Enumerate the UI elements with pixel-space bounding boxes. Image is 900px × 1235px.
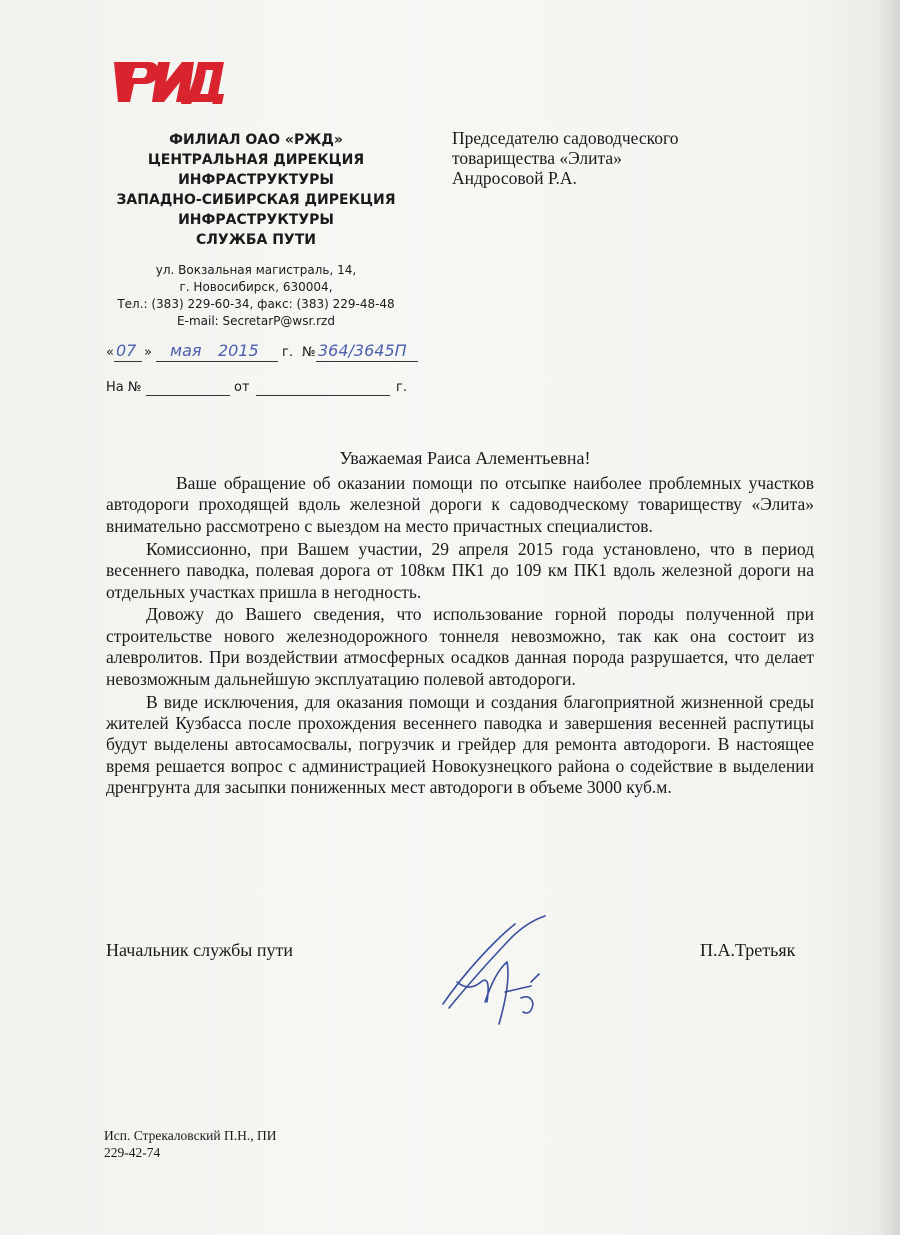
address-line: г. Новосибирск, 630004,	[179, 280, 333, 294]
letterhead	[96, 130, 416, 250]
address-line: E-mail: SecretarP@wsr.rzd	[177, 314, 335, 328]
sender-address	[96, 262, 416, 330]
reference-line	[106, 378, 436, 398]
scan-shadow-edge	[878, 0, 900, 1235]
body-paragraph: Ваше обращение об оказании помощи по отсыпке наиболее проблемных участков автодороги проходящей вдоль железной дороги к садоводческому товариществу «Элита» внимательно рассмотрено с выездом на место причастных специалистов.	[106, 473, 814, 536]
signer-name: П.А.Третьяк	[700, 940, 796, 960]
date-month: мая	[170, 341, 202, 360]
date-year: 2015	[218, 341, 259, 360]
date-close-quote: »	[144, 345, 152, 360]
executor-name: Исп. Стрекаловский П.Н., ПИ	[104, 1128, 277, 1143]
signer-title: Начальник службы пути	[106, 940, 293, 960]
ref-from: от	[234, 380, 250, 395]
letter-body	[106, 473, 814, 800]
recipient-line: Андросовой Р.А.	[452, 168, 577, 188]
ref-prefix: На №	[106, 380, 142, 395]
recipient-line: товарищества «Элита»	[452, 148, 622, 168]
date-open-quote: «	[106, 345, 114, 360]
letterhead-line: ИНФРАСТРУКТУРЫ	[178, 172, 334, 188]
letterhead-line: ИНФРАСТРУКТУРЫ	[178, 212, 334, 228]
body-paragraph: В виде исключения, для оказания помощи и создания благоприятной жизненной среды жителей Кузбасса после прохождения весеннего паводка и завершения весенней распутицы будут выделены автосамосвалы, погрузчик и грейдер для ремонта автодороги. В настоящее время решается вопрос с администрацией Новокузнецкого района о содействие в выделении дренгрунта для засыпки пониженных мест автодороги в объеме 3000 куб.м.	[106, 691, 814, 798]
recipient-line: Председателю садоводческого	[452, 128, 679, 148]
address-line: ул. Вокзальная магистраль, 14,	[155, 263, 357, 277]
executor-phone: 229-42-74	[104, 1145, 161, 1160]
body-paragraph: Комиссионно, при Вашем участии, 29 апреля 2015 года установлено, что в период весеннего паводка, полевая дорога от 108км ПК1 до 109 км ПК1 вдоль железной дороги на отдельных участках пришла в негодность.	[106, 538, 814, 602]
letterhead-line: СЛУЖБА ПУТИ	[196, 232, 316, 248]
letterhead-line: ФИЛИАЛ ОАО «РЖД»	[169, 132, 343, 148]
recipient-block	[452, 128, 772, 188]
number-prefix: №	[302, 345, 316, 360]
address-line: Тел.: (383) 229-60-34, факс: (383) 229-48-48	[117, 297, 395, 311]
salutation: Уважаемая Раиса Алементьевна!	[339, 448, 591, 468]
ref-suffix: г.	[396, 380, 407, 395]
body-paragraph: Довожу до Вашего сведения, что использование горной породы полученной при строительстве нового железнодорожного тоннеля невозможно, так как она состоит из алевролитов. При воздействии атмосферных осадков данная порода разрушается, что делает невозможным дальнейшую эксплуатацию полевой автодороги.	[106, 604, 814, 689]
outgoing-number: 364/3645П	[318, 341, 407, 360]
executor-info	[104, 1127, 276, 1161]
date-day: 07	[116, 341, 137, 360]
handwritten-signature-icon	[435, 912, 575, 1032]
letterhead-line: ЗАПАДНО-СИБИРСКАЯ ДИРЕКЦИЯ	[116, 192, 396, 208]
letterhead-line: ЦЕНТРАЛЬНАЯ ДИРЕКЦИЯ	[147, 152, 365, 168]
date-year-suffix: г.	[282, 345, 293, 360]
date-number-line	[106, 340, 436, 368]
rzd-logo-icon	[108, 48, 228, 108]
